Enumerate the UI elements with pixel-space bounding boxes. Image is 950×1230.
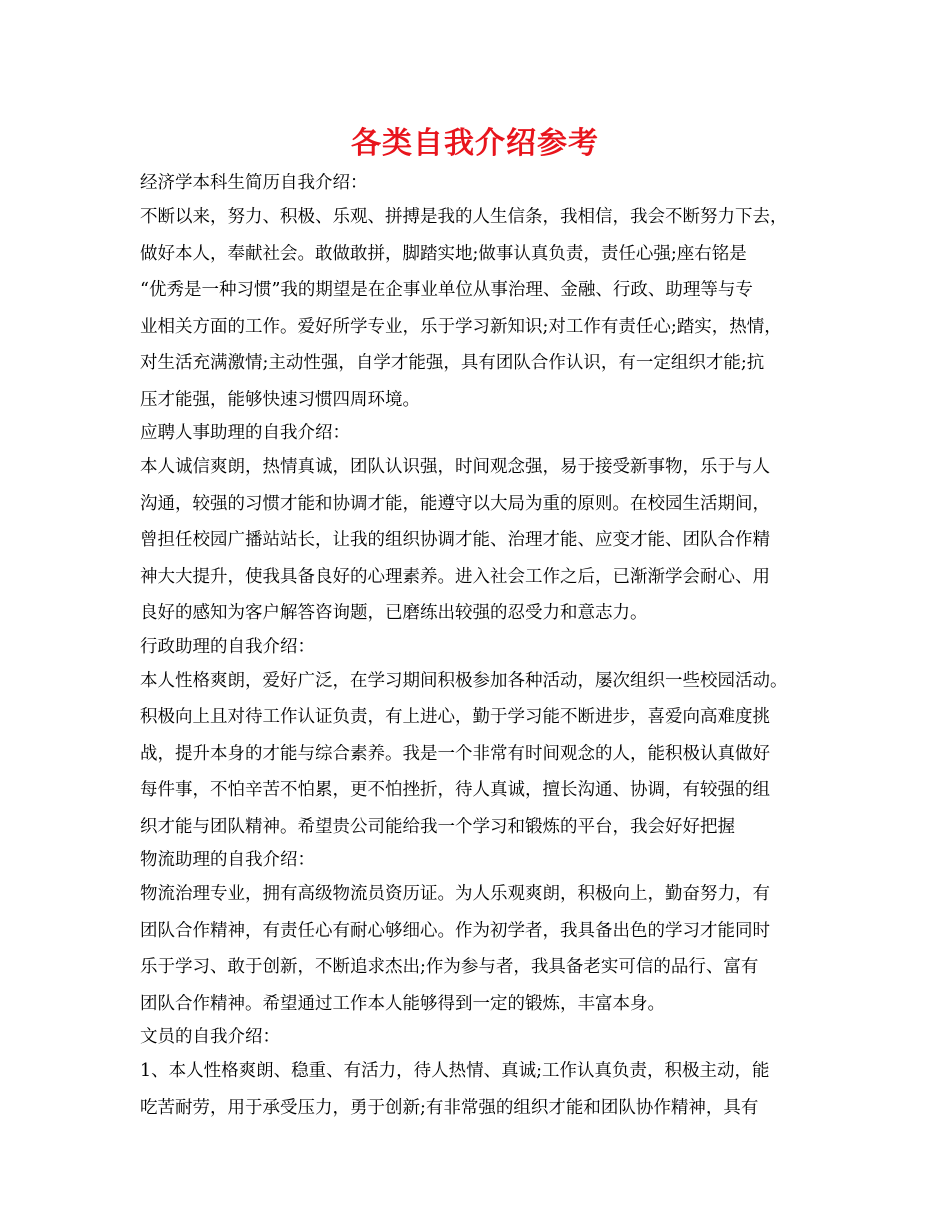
paragraph-line: 曾担任校园广播站站长，让我的组织协调才能、治理才能、应变才能、团队合作精: [140, 530, 770, 550]
paragraph-line: 乐于学习、敢于创新，不断追求杰出;作为参与者，我具备老实可信的品行、富有: [140, 957, 759, 977]
section-economics: [140, 168, 830, 418]
section-heading: 行政助理的自我介绍：: [140, 636, 315, 657]
paragraph-line: 吃苦耐劳，用于承受压力，勇于创新;有非常强的组织才能和团队协作精神，具有: [140, 1097, 759, 1118]
paragraph-line: 团队合作精神，有责任心有耐心够细心。作为初学者，我具备出色的学习才能同时: [140, 920, 770, 941]
section-admin-assistant: [140, 632, 830, 846]
document-body: [140, 168, 830, 1126]
paragraph-line: 良好的感知为客户解答咨询题，已磨练出较强的忍受力和意志力。: [140, 603, 648, 623]
paragraph-line: 压才能强，能够快速习惯四周环境。: [140, 389, 420, 410]
section-heading: 应聘人事助理的自我介绍：: [140, 423, 350, 443]
paragraph-line: 织才能与团队精神。希望贵公司能给我一个学习和锻炼的平台，我会好好把握: [140, 816, 735, 837]
section-clerk: [140, 1022, 830, 1126]
section-hr-assistant: [140, 418, 830, 632]
paragraph-line: 物流治理专业，拥有高级物流员资历证。为人乐观爽朗，积极向上，勤奋努力，有: [140, 884, 770, 904]
paragraph-line: 业相关方面的工作。爱好所学专业，乐于学习新知识;对工作有责任心;踏实，热情，: [140, 316, 782, 337]
section-heading: 文员的自我介绍：: [140, 1027, 280, 1047]
paragraph-line: 战，提升本身的才能与综合素养。我是一个非常有时间观念的人，能积极认真做好: [140, 743, 770, 764]
paragraph-line: “优秀是一种习惯”我的期望是在企事业单位从事治理、金融、行政、助理等与专: [140, 280, 753, 300]
paragraph-line: 团队合作精神。希望通过工作本人能够得到一定的锻炼，丰富本身。: [140, 993, 665, 1014]
paragraph-line: 每件事，不怕辛苦不怕累，更不怕挫折，待人真诚，擅长沟通、协调，有较强的组: [140, 780, 770, 800]
paragraph-line: 本人诚信爽朗，热情真诚，团队认识强，时间观念强，易于接受新事物，乐于与人: [140, 457, 770, 477]
paragraph-line: 1、本人性格爽朗、稳重、有活力，待人热情、真诚;工作认真负责，积极主动，能: [140, 1061, 770, 1081]
paragraph-line: 积极向上且对待工作认证负责，有上进心，勤于学习能不断进步，喜爱向高难度挑: [140, 707, 770, 727]
paragraph-line: 本人性格爽朗，爱好广泛，在学习期间积极参加各种活动，屡次组织一些校园活动。: [140, 670, 788, 691]
paragraph-line: 对生活充满激情;主动性强，自学才能强，具有团队合作认识，有一定组织才能;抗: [140, 353, 765, 373]
section-heading: 物流助理的自我介绍：: [140, 850, 315, 870]
paragraph-line: 神大大提升，使我具备良好的心理素养。进入社会工作之后，已渐渐学会耐心、用: [140, 566, 770, 587]
document-title: 各类自我介绍参考: [351, 126, 599, 161]
paragraph-line: 不断以来，努力、积极、乐观、拼搏是我的人生信条，我相信，我会不断努力下去，: [140, 207, 788, 227]
paragraph-line: 做好本人，奉献社会。敢做敢拼，脚踏实地;做事认真负责，责任心强;座右铭是: [140, 243, 747, 264]
section-logistics-assistant: [140, 845, 830, 1022]
paragraph-line: 沟通，较强的习惯才能和协调才能，能遵守以大局为重的原则。在校园生活期间，: [140, 493, 770, 514]
section-heading: 经济学本科生简历自我介绍：: [140, 173, 368, 193]
